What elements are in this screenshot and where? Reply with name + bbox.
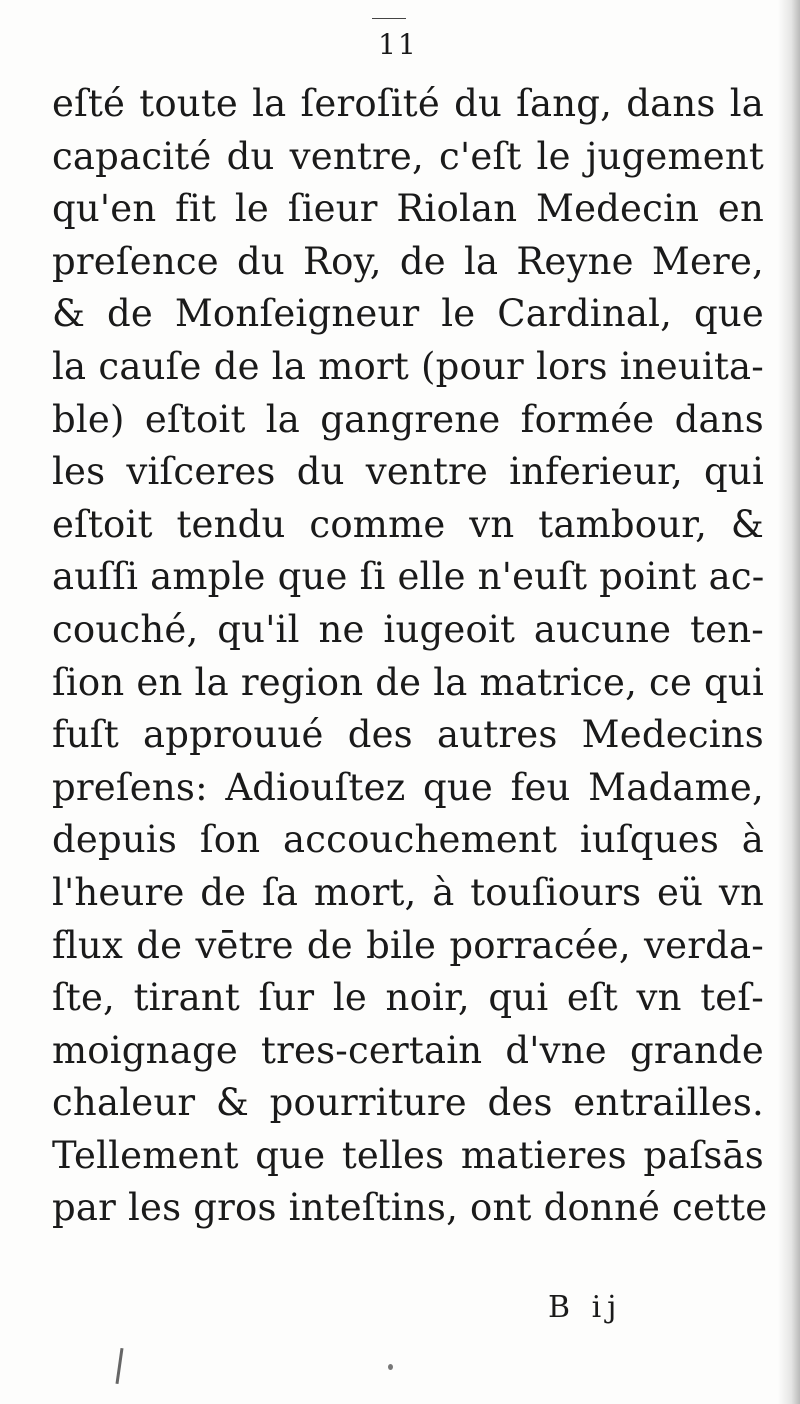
text-line: flux de vētre de bile porracée, verda- xyxy=(52,923,764,967)
text-line: capacité du ventre, c'eſt le jugement xyxy=(52,134,764,178)
text-line: l'heure de ſa mort, à touſiours eü vn xyxy=(52,870,764,914)
signature-mark: B ij xyxy=(548,1290,623,1325)
text-line: qu'en fit le ſieur Riolan Medecin en xyxy=(52,187,764,231)
text-line: eſté toute la ſeroſité du ſang, dans la xyxy=(52,82,764,125)
text-line: Tellement que telles matieres paſsās xyxy=(52,1133,764,1177)
text-line: moignage tres-certain d'vne grande xyxy=(52,1028,764,1072)
text-line: ſion en la region de la matrice, ce qui xyxy=(52,660,764,704)
text-line: depuis ſon accouchement iuſques à xyxy=(52,818,764,862)
text-line: fuſt approuué des autres Medecins xyxy=(52,713,764,757)
text-line: ble) eſtoit la gangrene formée dans xyxy=(52,397,764,441)
text-line: & de Monſeigneur le Cardinal, que xyxy=(52,292,764,336)
text-line: les viſceres du ventre inferieur, qui xyxy=(52,450,764,494)
ink-dot xyxy=(388,1364,393,1370)
text-line: preſence du Roy, de la Reyne Mere, xyxy=(52,239,764,283)
text-line: eſtoit tendu comme vn tambour, & xyxy=(52,502,764,546)
text-line: chaleur & pourriture des entrailles. xyxy=(52,1081,764,1125)
text-line: par les gros inteſtins, ont donné cette xyxy=(52,1186,768,1230)
text-line: la cauſe de la mort (pour lors ineuita- xyxy=(52,344,764,388)
top-rule xyxy=(372,18,406,19)
page-number: 11 xyxy=(378,28,418,61)
body-text xyxy=(52,78,768,1235)
text-line: ſte, tirant ſur le noir, qui eſt vn teſ- xyxy=(52,976,764,1020)
ink-mark xyxy=(116,1348,124,1384)
page-edge-shadow xyxy=(778,0,800,1404)
text-line: preſens: Adiouſtez que feu Madame, xyxy=(52,765,764,809)
text-line: auſſi ample que ſi elle n'euſt point ac- xyxy=(52,555,765,599)
text-line: couché, qu'il ne iugeoit aucune ten- xyxy=(52,607,764,651)
